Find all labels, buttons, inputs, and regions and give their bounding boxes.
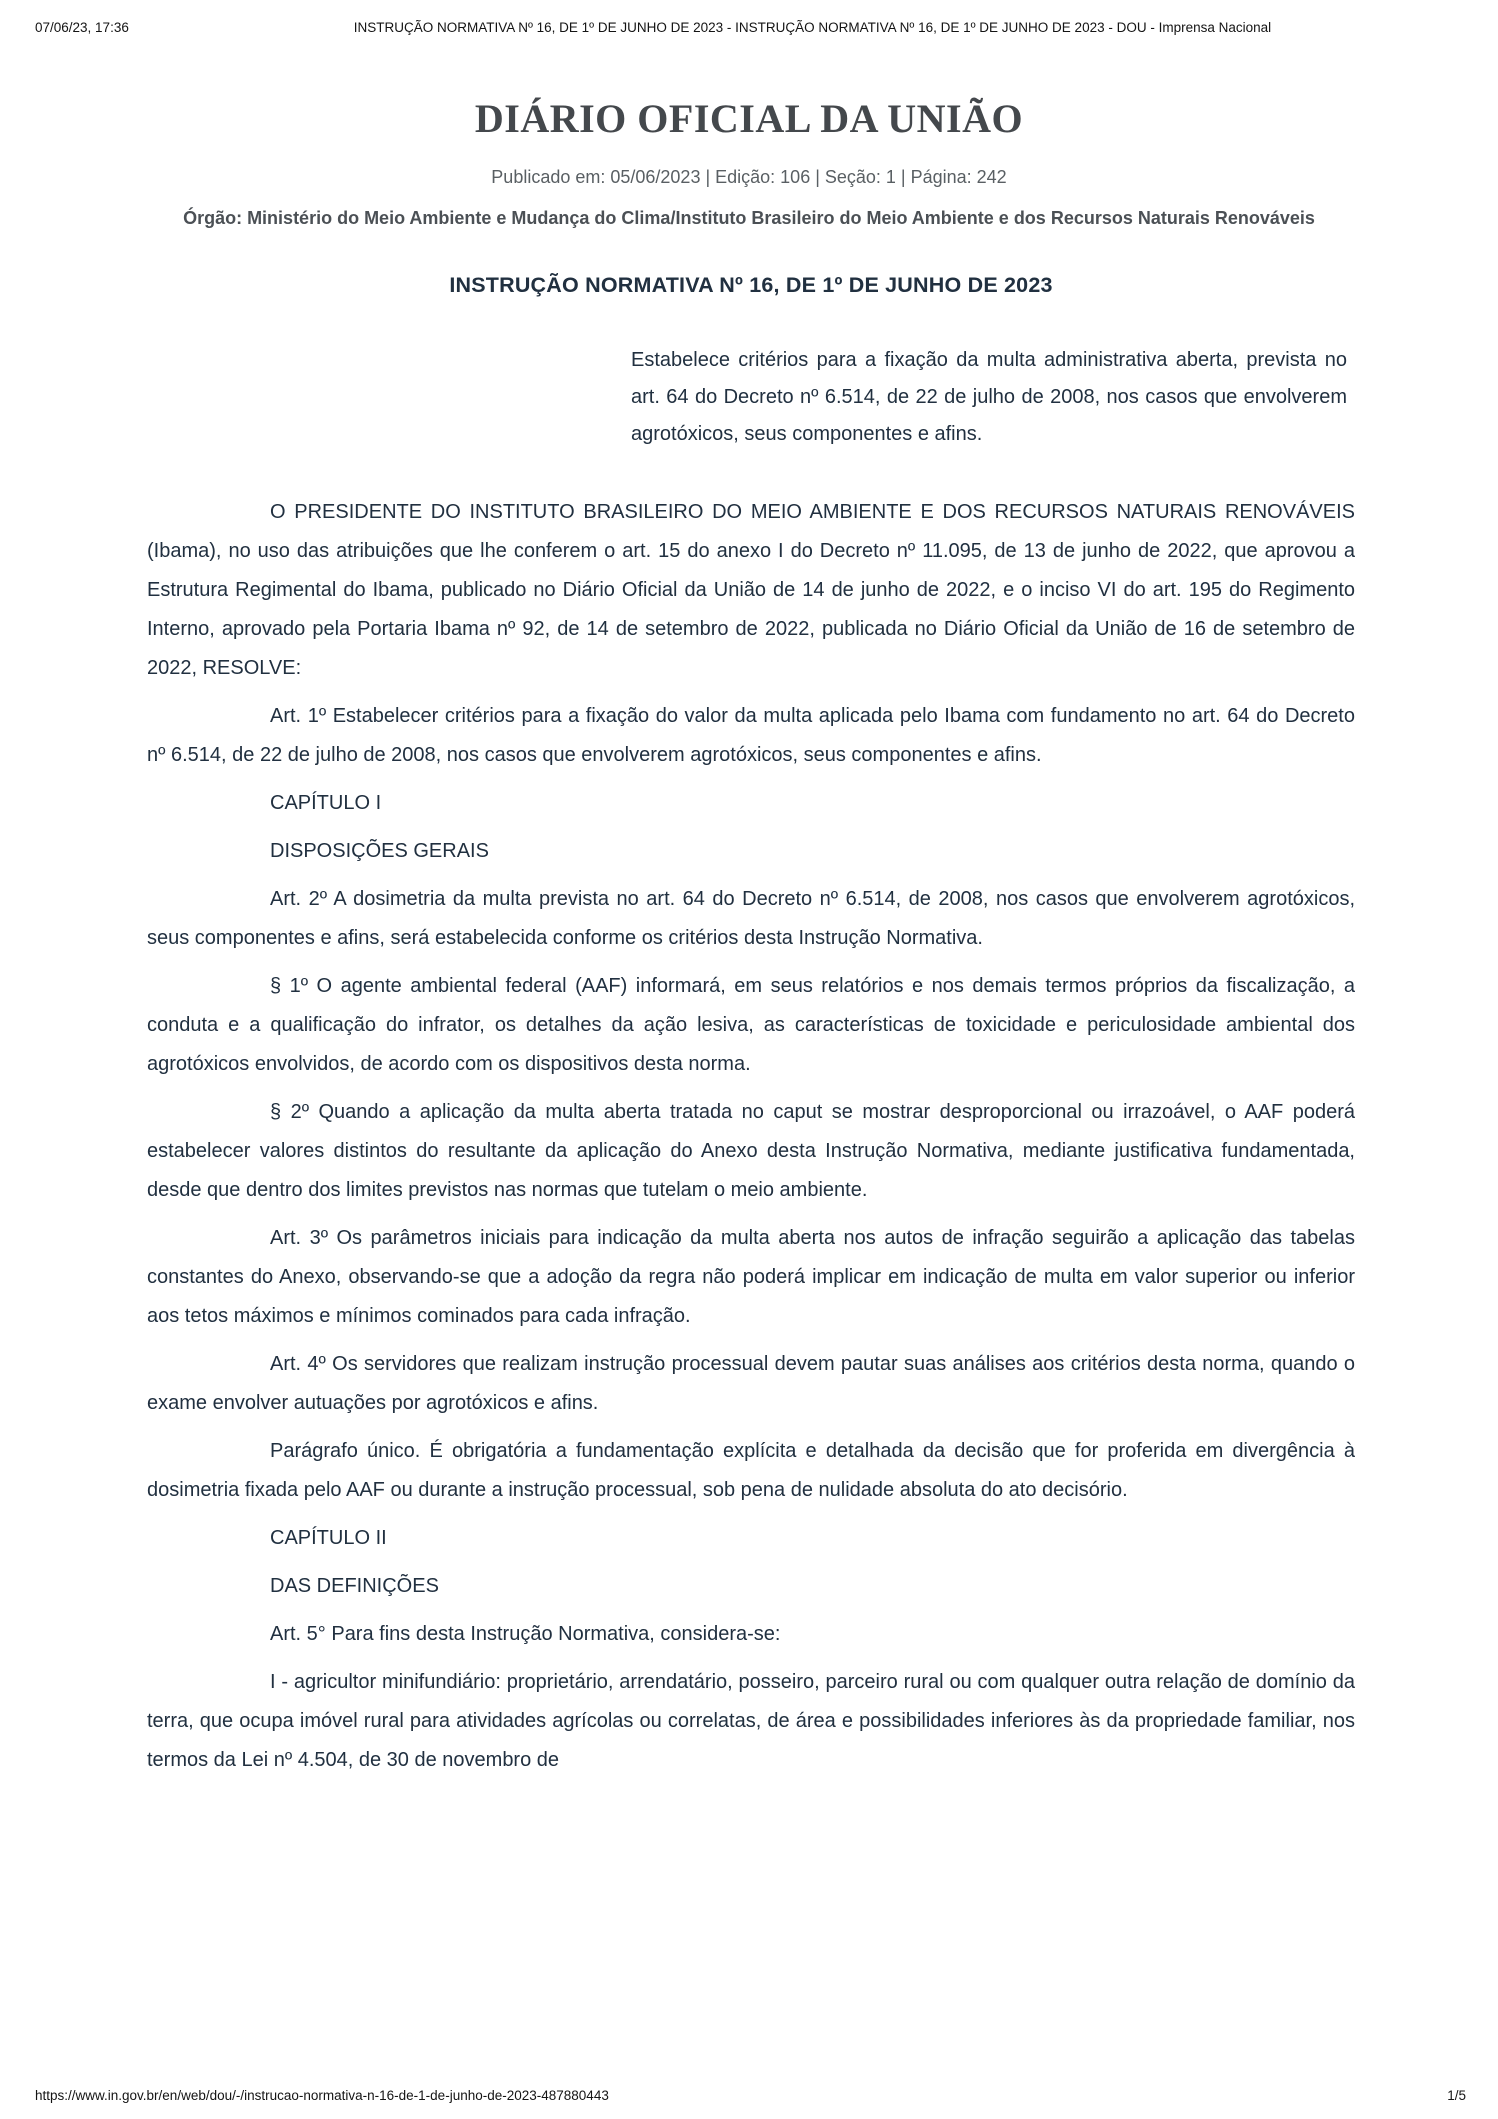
paragraph: Art. 3º Os parâmetros iniciais para indicação da multa aberta nos autos de infração seguirão a aplicação das tabelas constantes do Anexo, observando-se que a adoção da regra não poderá implicar em indicação de multa em valor superior ou inferior aos tetos máximos e mínimos cominados para cada infração. <box>147 1227 1355 1327</box>
chapter-heading: DISPOSIÇÕES GERAIS <box>270 840 489 862</box>
paragraph: Art. 5° Para fins desta Instrução Normativa, considera-se: <box>270 1623 781 1645</box>
document-title: INSTRUÇÃO NORMATIVA Nº 16, DE 1º DE JUNHO DE 2023 <box>449 273 1053 297</box>
print-footer <box>35 2088 1466 2103</box>
print-footer-url: https://www.in.gov.br/en/web/dou/-/instrucao-normativa-n-16-de-1-de-junho-de-2023-487880443 <box>35 2088 609 2103</box>
publication-meta: Publicado em: 05/06/2023 | Edição: 106 | Seção: 1 | Página: 242 <box>491 167 1007 187</box>
paragraph: Art. 2º A dosimetria da multa prevista no art. 64 do Decreto nº 6.514, de 2008, nos casos que envolverem agrotóxicos, seus componentes e afins, será estabelecida conforme os critérios desta Instrução Normativa. <box>147 888 1355 949</box>
paragraph: O PRESIDENTE DO INSTITUTO BRASILEIRO DO MEIO AMBIENTE E DOS RECURSOS NATURAIS RENOVÁVEIS (Ibama), no uso das atribuições que lhe conferem o art. 15 do anexo I do Decreto nº 11.095, de 13 de junho de 2022, que aprovou a Estrutura Regimental do Ibama, publicado no Diário Oficial da União de 14 de junho de 2022, e o inciso VI do art. 195 do Regimento Interno, aprovado pela Portaria Ibama nº 92, de 14 de setembro de 2022, publicada no Diário Oficial da União de 16 de setembro de 2022, RESOLVE: <box>147 501 1355 679</box>
chapter-heading: CAPÍTULO II <box>270 1527 387 1549</box>
paragraph: I - agricultor minifundiário: proprietário, arrendatário, posseiro, parceiro rural ou com qualquer outra relação de domínio da terra, que ocupa imóvel rural para atividades agrícolas ou correlatas, de área e possibilidades inferiores às da propriedade familiar, nos termos da Lei nº 4.504, de 30 de novembro de <box>147 1671 1355 1771</box>
paragraph: Art. 4º Os servidores que realizam instrução processual devem pautar suas análises aos critérios desta norma, quando o exame envolver autuações por agrotóxicos e afins. <box>147 1353 1355 1414</box>
print-page-title: INSTRUÇÃO NORMATIVA Nº 16, DE 1º DE JUNHO DE 2023 - INSTRUÇÃO NORMATIVA Nº 16, DE 1º DE JUNHO DE 2023 - DOU - Imprensa Nacional <box>353 20 1272 35</box>
document-content <box>147 273 1355 1780</box>
masthead <box>0 96 1498 237</box>
paragraph: Parágrafo único. É obrigatória a fundamentação explícita e detalhada da decisão que for proferida em divergência à dosimetria fixada pelo AAF ou durante a instrução processual, sob pena de nulidade absoluta do ato decisório. <box>147 1440 1355 1501</box>
organ-line: Órgão: Ministério do Meio Ambiente e Mudança do Clima/Instituto Brasileiro do Meio Ambiente e dos Recursos Naturais Renováveis <box>183 208 1315 228</box>
document-summary: Estabelece critérios para a fixação da multa administrativa aberta, prevista no art. 64 do Decreto nº 6.514, de 22 de julho de 2008, nos casos que envolverem agrotóxicos, seus componentes e afins. <box>631 349 1347 445</box>
print-datetime: 07/06/23, 17:36 <box>35 20 129 35</box>
chapter-heading: CAPÍTULO I <box>270 792 382 814</box>
paragraph: § 2º Quando a aplicação da multa aberta tratada no caput se mostrar desproporcional ou irrazoável, o AAF poderá estabelecer valores distintos do resultante da aplicação do Anexo desta Instrução Normativa, mediante justificativa fundamentada, desde que dentro dos limites previstos nas normas que tutelam o meio ambiente. <box>147 1101 1355 1201</box>
masthead-title: DIÁRIO OFICIAL DA UNIÃO <box>474 96 1024 141</box>
paragraph: Art. 1º Estabelecer critérios para a fixação do valor da multa aplicada pelo Ibama com fundamento no art. 64 do Decreto nº 6.514, de 22 de julho de 2008, nos casos que envolverem agrotóxicos, seus componentes e afins. <box>147 705 1355 766</box>
document-body <box>147 493 1355 1780</box>
chapter-heading: DAS DEFINIÇÕES <box>270 1575 439 1597</box>
paragraph: § 1º O agente ambiental federal (AAF) informará, em seus relatórios e nos demais termos próprios da fiscalização, a conduta e a qualificação do infrator, os detalhes da ação lesiva, as características de toxicidade e periculosidade ambiental dos agrotóxicos envolvidos, de acordo com os dispositivos desta norma. <box>147 975 1355 1075</box>
page-number-indicator: 1/5 <box>1447 2088 1466 2103</box>
print-header <box>35 20 1466 35</box>
